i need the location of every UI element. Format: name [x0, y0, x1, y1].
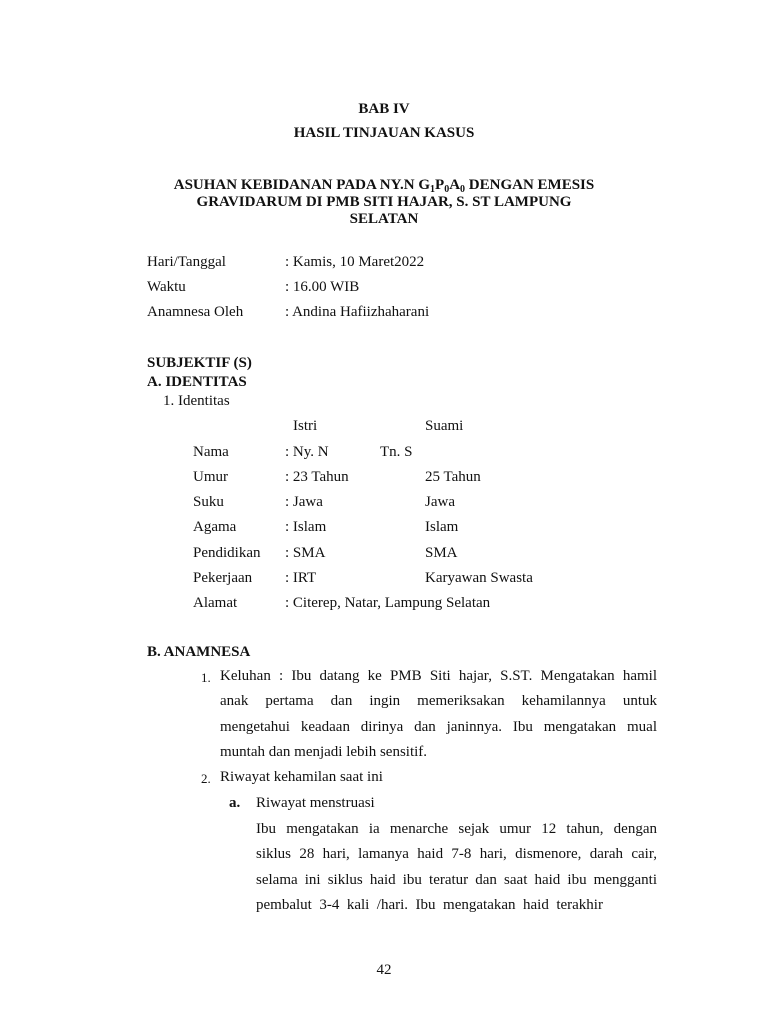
- meta-value: : 16.00 WIB: [285, 279, 360, 295]
- paragraph-line: siklus 28 hari, lamanya haid 7-8 hari, dismenore, darah cair,: [256, 846, 657, 862]
- table-cell-istri: : Jawa: [285, 494, 323, 510]
- section-subjektif-heading: SUBJEKTIF (S): [147, 355, 252, 371]
- table-cell-istri: : 23 Tahun: [285, 469, 349, 485]
- sub-list-letter: a.: [229, 795, 241, 811]
- doc-title-line-2: GRAVIDARUM DI PMB SITI HAJAR, S. ST LAMPUNG: [196, 194, 572, 210]
- column-header-suami: Suami: [425, 418, 464, 434]
- meta-value: : Kamis, 10 Maret2022: [285, 254, 425, 270]
- paragraph-line: Keluhan : Ibu datang ke PMB Siti hajar, S.ST. Mengatakan hamil: [220, 668, 657, 684]
- paragraph-line: mengetahui keadaan dirinya dan janinnya. Ibu mengatakan mual: [220, 719, 657, 735]
- table-cell-suami: Tn. S: [380, 444, 413, 460]
- chapter-title: HASIL TINJAUAN KASUS: [293, 125, 475, 141]
- table-row-label: Nama: [193, 444, 229, 460]
- page-number: 42: [376, 962, 392, 978]
- list-number: 2.: [201, 771, 211, 786]
- section-identitas-heading: A. IDENTITAS: [147, 374, 247, 390]
- table-row-label: Alamat: [193, 595, 238, 611]
- table-row-label: Suku: [193, 494, 224, 510]
- paragraph-line: pembalut 3-4 kali /hari. Ibu mengatakan haid terakhir: [256, 897, 603, 913]
- doc-title-line-1: ASUHAN KEBIDANAN PADA NY.N $G_1P_0A_0$ DENGAN EMESIS: [173, 177, 595, 195]
- table-cell-istri: : IRT: [285, 570, 317, 586]
- table-cell-istri: : Islam: [285, 519, 327, 535]
- paragraph-line: Riwayat kehamilan saat ini: [220, 769, 383, 785]
- table-row-label: Agama: [193, 519, 237, 535]
- table-cell-istri: : SMA: [285, 545, 326, 561]
- list-number: 1.: [201, 670, 211, 685]
- table-cell-suami: 25 Tahun: [425, 469, 481, 485]
- doc-title-line-3: SELATAN: [349, 211, 419, 227]
- column-header-istri: Istri: [293, 418, 318, 434]
- table-row-label: Pekerjaan: [193, 570, 253, 586]
- meta-label: Hari/Tanggal: [147, 254, 226, 270]
- sub-list-title: Riwayat menstruasi: [256, 795, 375, 811]
- table-cell-suami: Jawa: [425, 494, 455, 510]
- table-row-label: Pendidikan: [193, 545, 261, 561]
- table-row-label: Umur: [193, 469, 228, 485]
- meta-value: : Andina Hafiizhaharani: [285, 304, 430, 320]
- table-cell-suami: Karyawan Swasta: [425, 570, 533, 586]
- table-cell-suami: SMA: [425, 545, 458, 561]
- table-cell-istri: : Citerep, Natar, Lampung Selatan: [285, 595, 491, 611]
- chapter-label: BAB IV: [358, 101, 410, 117]
- table-cell-istri: : Ny. N: [285, 444, 329, 460]
- paragraph-line: anak pertama dan ingin memeriksakan kehamilannya untuk: [220, 693, 657, 709]
- paragraph-line: muntah dan menjadi lebih sensitif.: [220, 744, 428, 760]
- meta-label: Waktu: [147, 279, 186, 295]
- table-cell-suami: Islam: [425, 519, 459, 535]
- paragraph-line: selama ini siklus haid ibu teratur dan saat haid ibu mengganti: [256, 872, 657, 888]
- section-anamnesa-heading: B. ANAMNESA: [147, 644, 251, 660]
- paragraph-line: Ibu mengatakan ia menarche sejak umur 12 tahun, dengan: [256, 821, 657, 837]
- identitas-subheading: 1. Identitas: [163, 393, 230, 409]
- meta-label: Anamnesa Oleh: [147, 304, 244, 320]
